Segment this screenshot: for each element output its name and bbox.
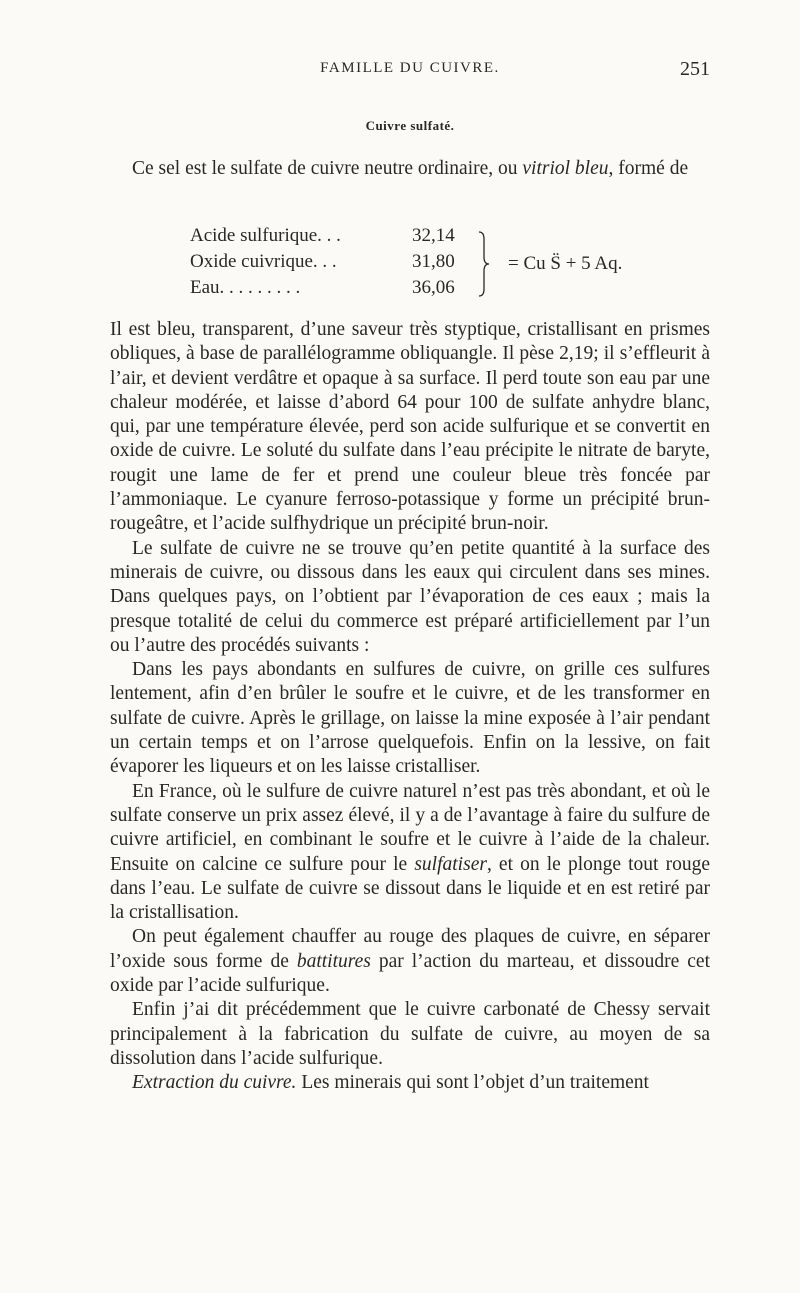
paragraph-extraction <box>110 1071 710 1095</box>
paragraph-copper-plates <box>110 925 710 998</box>
intro-paragraph <box>110 157 710 181</box>
italic-heading: Extraction du cuivre. <box>132 1072 297 1094</box>
text-run: En France, où le sulfure de cuivre naturel n’est pas très abondant, et où le sulfate conserve un prix assez élevé, il y a de l’avantage à faire du sulfure de cuivre artificiel, en combinant le soufre et le cuivre à l’aide de la chaleur. Ensuite on calcine ce sulfure pour le <box>110 780 710 875</box>
paragraph-chessy: Enfin j’ai dit précédemment que le cuivre carbonaté de Chessy servait principalement à la fabrication du sulfate de cuivre, au moyen de sa dissolution dans l’acide sulfurique. <box>110 999 710 1069</box>
italic-term: sulfatiser <box>414 853 487 875</box>
composition-label: Eau. . . . . . . . . <box>190 277 301 298</box>
italic-term: battitures <box>296 950 371 972</box>
composition-row <box>190 277 470 301</box>
page-number: 251 <box>680 58 710 80</box>
composition-value: 36,06 <box>412 277 455 298</box>
paragraph-roasting: Dans les pays abondants en sulfures de cuivre, on grille ces sulfures lentement, afin d’en brûler le soufre et le cuivre, et de les transformer en sulfate de cuivre. Après le grillage, on laisse la mine exposée à l’air pendant un certain temps et on l’arrose quelquefois. Enfin on la lessive, on fait évaporer les liqueurs et on les laisse cristalliser. <box>110 659 710 778</box>
running-head-title: FAMILLE DU CUIVRE. <box>320 60 500 76</box>
composition-value: 31,80 <box>412 251 455 272</box>
main-text <box>110 318 710 1096</box>
intro-text-before: Ce sel est le sulfate de cuivre neutre ordinaire, ou <box>132 158 523 179</box>
composition-table <box>190 225 720 305</box>
intro-italic-term: vitriol bleu <box>522 158 609 179</box>
text-run: par l’action du marteau, et dissoudre cet oxide par l’acide sulfurique. <box>110 950 710 997</box>
text-run: , et on le plonge tout rouge dans l’eau. Le sulfate de cuivre se dissout dans le liquide et en est retiré par la cristallisation. <box>110 853 711 924</box>
composition-label: Acide sulfurique. . . <box>190 225 341 246</box>
paragraph-occurrence: Le sulfate de cuivre ne se trouve qu’en petite quantité à la surface des minerais de cuivre, ou dissous dans les eaux qui circulent dans ses mines. Dans quelques pays, on l’obtient par l’évaporation de ces eaux ; mais la presque totalité de celui du commerce est préparé artificiellement par l’un ou l’autre des procédés suivants : <box>110 537 710 656</box>
section-title: Cuivre sulfaté. <box>365 118 455 133</box>
composition-label: Oxide cuivrique. . . <box>190 251 337 272</box>
paragraph-france <box>110 780 710 926</box>
chemical-formula: = Cu S̈ + 5 Aq. <box>508 253 623 274</box>
running-head <box>110 58 710 88</box>
text-run: Les minerais qui sont l’objet d’un traitement <box>296 1072 649 1094</box>
composition-row <box>190 225 470 249</box>
composition-value: 32,14 <box>412 225 455 246</box>
paragraph-properties: Il est bleu, transparent, d’une saveur très styptique, cristallisant en prismes obliques, à base de parallélogramme obliquangle. Il pèse 2,19; il s’effleurit à l’air, et devient verdâtre et opaque à sa surface. Il perd toute son eau par une chaleur modérée, et laisse d’abord 64 pour 100 de sulfate anhydre blanc, qui, par une température élevée, perd son acide sulfurique et se convertit en oxide de cuivre. Le soluté du sulfate dans l’eau précipite le nitrate de baryte, rougit une lame de fer et prend une couleur bleue très foncée par l’ammoniaque. Le cyanure ferroso-potassique y forme un précipité brun-rougeâtre, et l’acide sulfhydrique un précipité brun-noir. <box>110 319 710 535</box>
composition-row <box>190 251 470 275</box>
intro-text-after: , formé de <box>608 158 689 179</box>
right-brace-icon <box>478 231 490 297</box>
text-run: On peut également chauffer au rouge des plaques de cuivre, en séparer l’oxide sous forme de <box>110 926 710 972</box>
